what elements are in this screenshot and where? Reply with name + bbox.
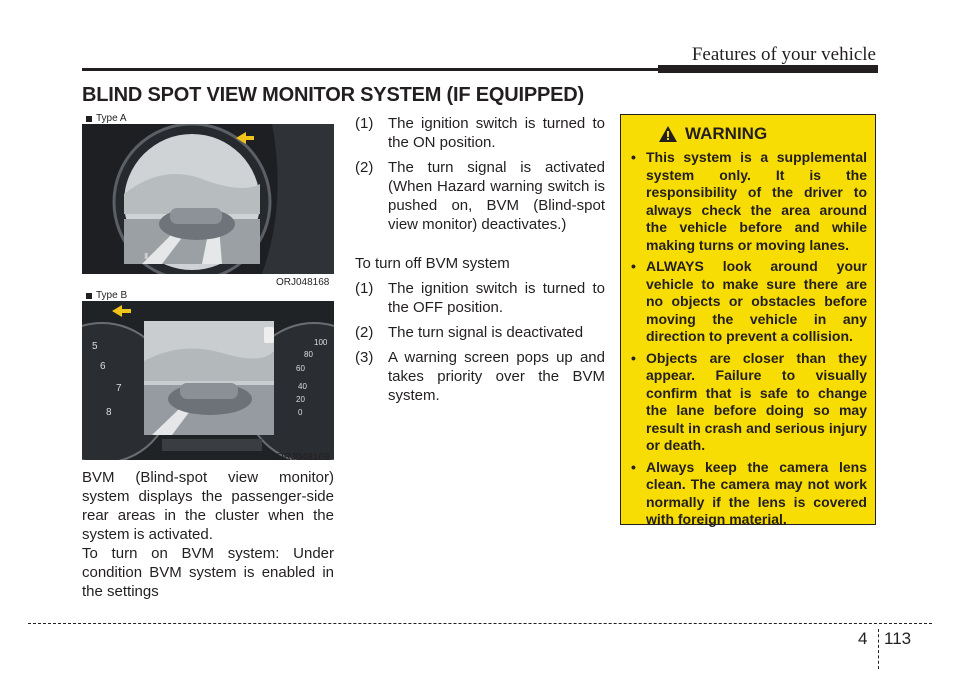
cluster-display-b-graphic [82,301,334,460]
section-title: BLIND SPOT VIEW MONITOR SYSTEM (IF EQUIPPED) [82,84,584,106]
svg-text:0: 0 [298,408,303,417]
header-tab [658,65,878,73]
step-number: (2) [355,324,374,341]
steps-column [355,114,605,405]
cluster-display-a-graphic [82,124,334,274]
warning-triangle-icon [659,126,677,142]
warning-item-text: ALWAYS look around your vehicle to make sure there are no objects or obstacles before moving the vehicle in any direction to prevent a collision. [646,258,867,344]
warning-item-text: This system is a supplemental system only. It is the responsibility of the driver to always check the area around the vehicle before and while making turns or moving lanes. [646,149,867,253]
figure-label-text: Type B [96,290,128,301]
svg-text:100: 100 [314,338,328,347]
footer-rule [28,623,932,624]
intro-paragraph: BVM (Blind-spot view monitor) system displays the passenger-side rear areas in the cluster when the system is activated. [82,469,334,543]
warning-item: • This system is a supplemental system only. It is the responsibility of the driver to always check the area around the vehicle before and while making turns or moving lanes. [631,149,867,253]
off-step-3 [355,348,605,405]
figure-type-b-image [82,301,334,460]
warning-header [659,124,767,144]
svg-text:20: 20 [296,395,305,404]
off-step-1 [355,279,605,317]
svg-text:80: 80 [304,350,313,359]
step-text: A warning screen pops up and takes priority over the BVM system. [388,349,605,404]
svg-text:7: 7 [116,383,122,394]
off-step-2 [355,323,605,342]
figure-type-a-label [86,113,127,124]
figure-type-a-code: ORJ048168 [276,277,330,288]
svg-text:40: 40 [298,382,307,391]
figure-type-a-image [82,124,334,274]
svg-text:▮: ▮ [144,251,149,260]
warning-box [620,114,876,525]
step-text: The turn signal is deactivated [388,324,584,341]
warning-item-text: Always keep the camera lens clean. The camera may not work normally if the lens is covered with foreign material. [646,458,867,527]
warning-item-text: Objects are closer than they appear. Failure to visually confirm that is safe to change the lane before doing so may result in crash and serious injury or death. [646,349,867,453]
step-text: The turn signal is activated (When Hazard warning switch is pushed on, BVM (Blind-spot view monitor) deactivates.) [388,159,605,233]
svg-text:6: 6 [100,361,106,372]
step-number: (3) [355,349,374,366]
turn-on-paragraph: To turn on BVM system: Under condition BVM system is enabled in the settings [82,545,334,600]
step-number: (2) [355,159,374,176]
on-step-2 [355,158,605,234]
warning-title: WARNING [685,124,768,143]
svg-text:5: 5 [92,341,98,352]
figure-label-text: Type A [96,113,127,124]
turn-off-heading: To turn off BVM system [355,255,510,272]
step-number: (1) [355,115,374,132]
figure-type-b-label [86,290,127,301]
warning-item: • Objects are closer than they appear. Failure to visually confirm that is safe to change the lane before doing so may result in crash and serious injury or death. [631,349,867,453]
figure-type-b-code: ORJ048169 [276,452,330,463]
page-separator [878,629,879,669]
header-title: Features of your vehicle [691,44,876,65]
on-step-1 [355,114,605,152]
svg-text:60: 60 [296,364,305,373]
svg-text:8: 8 [106,407,112,418]
warning-item: • ALWAYS look around your vehicle to make sure there are no objects or obstacles before moving the vehicle in any direction to prevent a collision. [631,258,867,344]
step-text: The ignition switch is turned to the ON position. [388,115,605,151]
page-number: 113 [884,629,912,648]
page-chapter-number: 4 [858,629,868,648]
step-number: (1) [355,280,374,297]
bullet-square-icon [86,116,92,122]
bullet-square-icon [86,293,92,299]
step-text: The ignition switch is turned to the OFF position. [388,280,605,316]
warning-list [631,149,867,533]
warning-item: • Always keep the camera lens clean. The camera may not work normally if the lens is covered with foreign material. [631,458,867,527]
